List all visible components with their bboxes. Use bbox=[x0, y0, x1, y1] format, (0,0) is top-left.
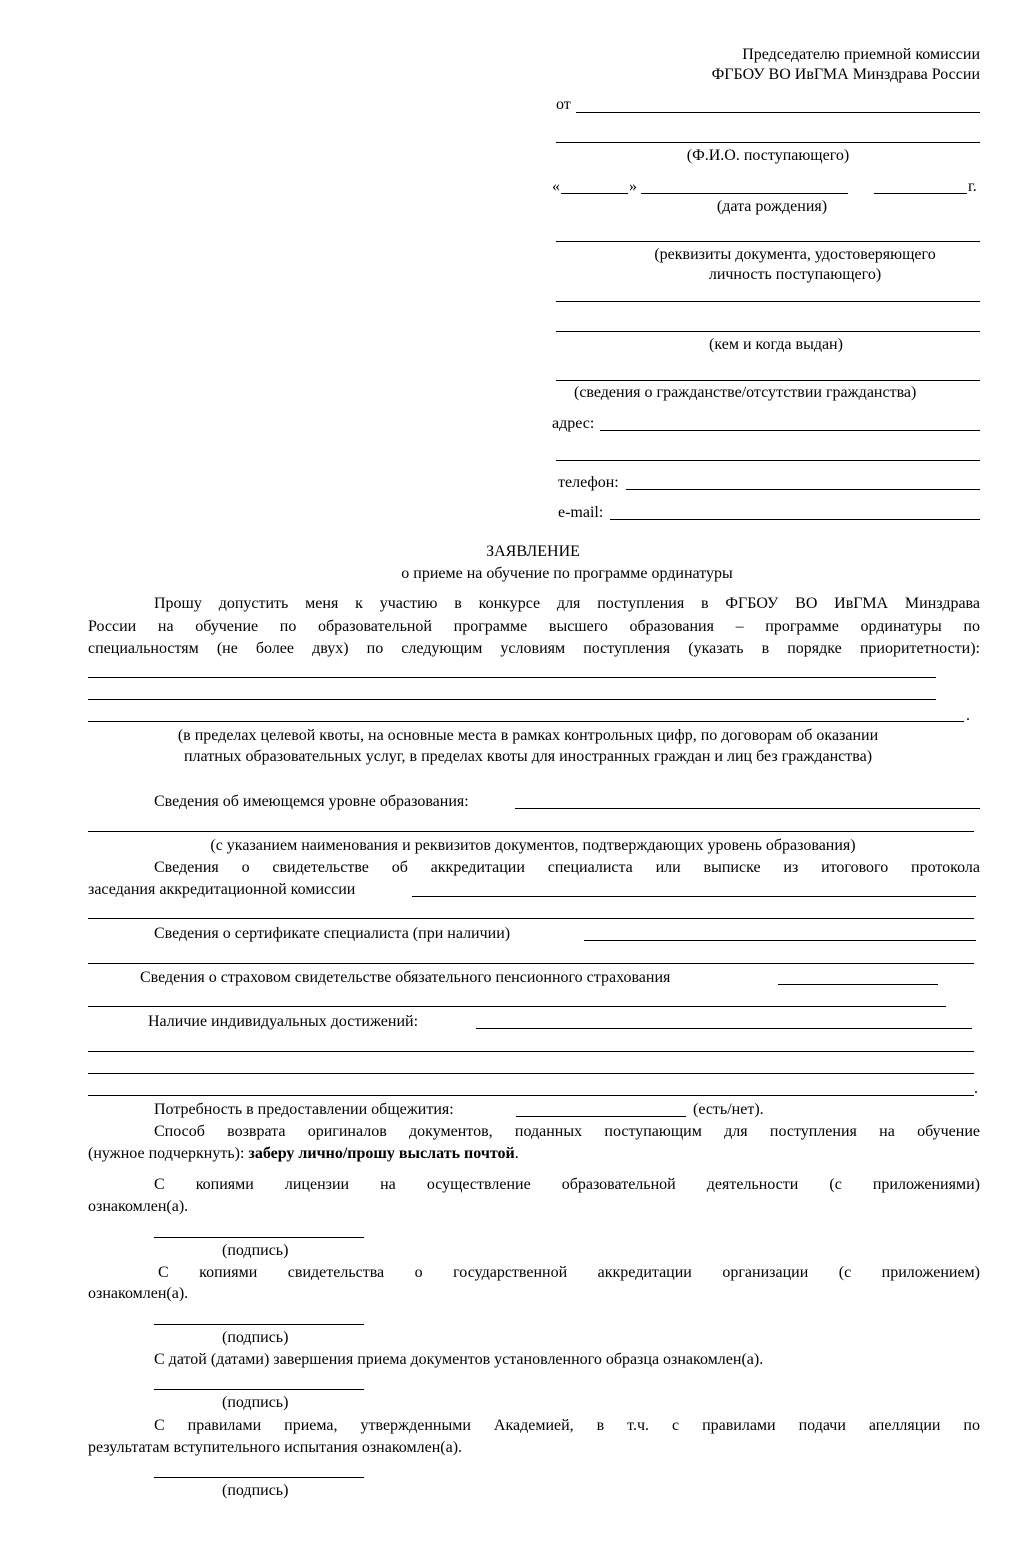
ack-license-line-1: С копиями лицензии на осуществление образовательной деятельности (с приложениями) bbox=[154, 1176, 980, 1193]
conditions-note-line-1: (в пределах целевой квоты, на основные места в рамках контрольных цифр, по договорам об оказании bbox=[177, 727, 879, 744]
achievements-field-line-3[interactable] bbox=[88, 1073, 974, 1074]
signature-field-rules[interactable] bbox=[154, 1477, 364, 1478]
return-docs-line-2 bbox=[88, 1144, 519, 1164]
certificate-field-line-1[interactable] bbox=[584, 940, 976, 941]
issued-caption: (кем и когда выдан) bbox=[709, 336, 843, 353]
conditions-end-dot: . bbox=[966, 707, 970, 724]
fio-caption: (Ф.И.О. поступающего) bbox=[686, 147, 850, 164]
citizenship-field[interactable] bbox=[556, 380, 980, 381]
insurance-field-line-1[interactable] bbox=[778, 984, 938, 985]
birth-month-field[interactable] bbox=[641, 193, 848, 194]
id-caption-line-1: (реквизиты документа, удостоверяющего bbox=[654, 246, 936, 263]
fio-field-line-1[interactable] bbox=[576, 112, 980, 113]
dormitory-hint: (есть/нет). bbox=[693, 1101, 764, 1118]
issued-field-line-2[interactable] bbox=[556, 331, 980, 332]
return-docs-prefix: (нужное подчеркнуть): bbox=[88, 1145, 245, 1162]
issued-field-line-1[interactable] bbox=[556, 301, 980, 302]
dormitory-label: Потребность в предоставлении общежития: bbox=[154, 1101, 454, 1118]
accreditation-line-2: заседания аккредитационной комиссии bbox=[88, 881, 356, 898]
ack-accreditation-line-1: С копиями свидетельства о государственной аккредитации организации (с приложением) bbox=[158, 1264, 980, 1281]
birth-year-field[interactable] bbox=[874, 193, 967, 194]
email-label: e-mail: bbox=[558, 504, 604, 521]
request-line-2: России на обучение по образовательной программе высшего образования – программе ординатуры по bbox=[88, 618, 980, 635]
birth-day-field[interactable] bbox=[561, 193, 628, 194]
address-field-line-2[interactable] bbox=[556, 460, 980, 461]
signature-field-deadline[interactable] bbox=[154, 1389, 364, 1390]
id-document-field[interactable] bbox=[556, 241, 980, 242]
ack-rules-line-1: С правилами приема, утвержденными Академией, в т.ч. с правилами подачи апелляции по bbox=[154, 1417, 980, 1434]
education-caption: (с указанием наименования и реквизитов документов, подтверждающих уровень образования) bbox=[210, 837, 856, 854]
ack-license-line-2: ознакомлен(а). bbox=[88, 1198, 189, 1215]
citizenship-caption: (сведения о гражданстве/отсутствии гражданства) bbox=[574, 384, 917, 401]
certificate-field-line-2[interactable] bbox=[88, 963, 974, 964]
document-subtitle: о приеме на обучение по программе ординатуры bbox=[401, 565, 733, 582]
education-field-line-1[interactable] bbox=[515, 808, 980, 809]
request-line-3: специальностям (не более двух) по следующим условиям поступления (указать в порядке приоритетности): bbox=[88, 640, 980, 657]
address-field-line-1[interactable] bbox=[600, 430, 980, 431]
achievements-field-line-4[interactable] bbox=[88, 1095, 974, 1096]
achievements-end-dot: . bbox=[974, 1080, 978, 1097]
return-docs-line-1: Способ возврата оригиналов документов, поданных поступающим для поступления на обучение bbox=[154, 1123, 980, 1140]
return-docs-options[interactable]: заберу лично/прошу выслать почтой bbox=[248, 1145, 515, 1162]
dob-caption: (дата рождения) bbox=[716, 198, 828, 215]
ack-rules-line-2: результатам вступительного испытания ознакомлен(а). bbox=[88, 1439, 463, 1456]
addressee-line-1: Председателю приемной комиссии bbox=[742, 46, 980, 63]
accreditation-field-line-1[interactable] bbox=[412, 896, 976, 897]
return-docs-end: . bbox=[514, 1145, 519, 1162]
education-field-line-2[interactable] bbox=[88, 831, 974, 832]
conditions-field-line-3[interactable] bbox=[88, 721, 964, 722]
request-line-1: Прошу допустить меня к участию в конкурсе для поступления в ФГБОУ ВО ИвГМА Минздрава bbox=[154, 595, 980, 612]
year-suffix: г. bbox=[968, 178, 977, 195]
signature-caption-rules: (подпись) bbox=[222, 1482, 289, 1499]
certificate-label: Сведения о сертификате специалиста (при наличии) bbox=[154, 925, 511, 942]
accreditation-line-1: Сведения о свидетельстве об аккредитации специалиста или выписке из итогового протокола bbox=[154, 859, 980, 876]
document-title: ЗАЯВЛЕНИЕ bbox=[486, 543, 580, 560]
signature-caption-deadline: (подпись) bbox=[222, 1394, 289, 1411]
ack-deadline-line-1: С датой (датами) завершения приема документов установленного образца ознакомлен(а). bbox=[154, 1351, 764, 1368]
signature-field-license[interactable] bbox=[154, 1237, 364, 1238]
email-field[interactable] bbox=[610, 519, 980, 520]
addressee-line-2: ФГБОУ ВО ИвГМА Минздрава России bbox=[711, 66, 980, 83]
conditions-field-line-1[interactable] bbox=[88, 677, 936, 678]
from-label: от bbox=[556, 96, 571, 113]
date-open-quote: « bbox=[552, 178, 560, 195]
education-label: Сведения об имеющемся уровне образования: bbox=[154, 793, 469, 810]
insurance-field-line-2[interactable] bbox=[88, 1006, 946, 1007]
insurance-label: Сведения о страховом свидетельстве обязательного пенсионного страхования bbox=[140, 969, 671, 986]
fio-field-line-2[interactable] bbox=[556, 142, 980, 143]
id-caption-line-2: личность поступающего) bbox=[708, 266, 882, 283]
achievements-field-line-2[interactable] bbox=[88, 1051, 974, 1052]
achievements-field-line-1[interactable] bbox=[476, 1028, 972, 1029]
phone-field[interactable] bbox=[626, 489, 980, 490]
accreditation-field-line-2[interactable] bbox=[88, 918, 974, 919]
achievements-label: Наличие индивидуальных достижений: bbox=[148, 1013, 419, 1030]
conditions-field-line-2[interactable] bbox=[88, 699, 936, 700]
conditions-note-line-2: платных образовательных услуг, в пределах квоты для иностранных граждан и лиц без гражданства) bbox=[183, 748, 873, 765]
address-label: адрес: bbox=[552, 415, 595, 432]
phone-label: телефон: bbox=[558, 474, 619, 491]
date-close-quote: » bbox=[629, 178, 637, 195]
signature-caption-accreditation: (подпись) bbox=[222, 1329, 289, 1346]
dormitory-field[interactable] bbox=[516, 1116, 686, 1117]
signature-field-accreditation[interactable] bbox=[154, 1324, 364, 1325]
ack-accreditation-line-2: ознакомлен(а). bbox=[88, 1285, 189, 1302]
signature-caption-license: (подпись) bbox=[222, 1242, 289, 1259]
